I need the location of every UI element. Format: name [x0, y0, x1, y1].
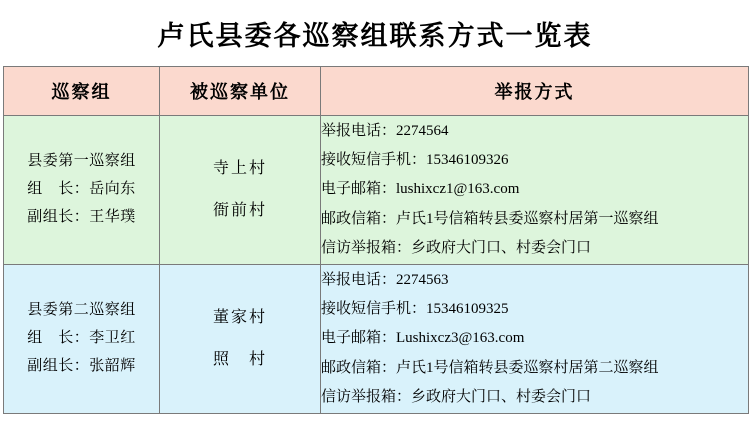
- table-row: [4, 116, 749, 265]
- group-leader: 组 长：李卫红: [27, 330, 136, 347]
- report-postbox: 邮政信箱：卢氏1号信箱转县委巡察村居第一巡察组: [321, 210, 659, 227]
- report-email: 电子邮箱：lushixcz1@163.com: [321, 181, 520, 198]
- cell-group: [4, 265, 160, 414]
- cell-report: [321, 265, 749, 414]
- table-row: [4, 265, 749, 414]
- report-sms: 接收短信手机：15346109326: [321, 152, 509, 169]
- report-dropbox: 信访举报箱：乡政府大门口、村委会门口: [321, 239, 592, 256]
- report-phone: 举报电话：2274564: [321, 122, 449, 139]
- report-email: 电子邮箱：Lushixcz3@163.com: [321, 330, 525, 347]
- cell-units: [160, 116, 321, 265]
- table-header-row: [4, 67, 749, 116]
- cell-report: [321, 116, 749, 265]
- unit-item: 寺上村: [212, 160, 267, 178]
- contact-table: [3, 66, 749, 414]
- group-deputy-leader: 副组长：张韶辉: [27, 357, 136, 374]
- page-title: 卢氏县委各巡察组联系方式一览表: [157, 20, 593, 51]
- group-name: 县委第二巡察组: [27, 302, 136, 319]
- table-body: [4, 116, 749, 414]
- title-bar: [0, 0, 750, 66]
- cell-units: [160, 265, 321, 414]
- report-phone: 举报电话：2274563: [321, 271, 449, 288]
- group-name: 县委第一巡察组: [27, 153, 136, 170]
- group-deputy-leader: 副组长：王华璞: [27, 208, 136, 225]
- report-dropbox: 信访举报箱：乡政府大门口、村委会门口: [321, 388, 592, 405]
- unit-item: 照 村: [212, 351, 267, 368]
- column-header-unit: 被巡察单位: [160, 67, 321, 116]
- column-header-group: 巡察组: [4, 67, 160, 116]
- cell-group: [4, 116, 160, 265]
- table-header: [4, 67, 749, 116]
- unit-item: 衙前村: [212, 202, 267, 219]
- column-header-report: 举报方式: [321, 67, 749, 116]
- report-sms: 接收短信手机：15346109325: [321, 301, 509, 318]
- report-postbox: 邮政信箱：卢氏1号信箱转县委巡察村居第二巡察组: [321, 359, 659, 376]
- group-leader: 组 长：岳向东: [27, 181, 136, 198]
- unit-item: 董家村: [212, 309, 267, 327]
